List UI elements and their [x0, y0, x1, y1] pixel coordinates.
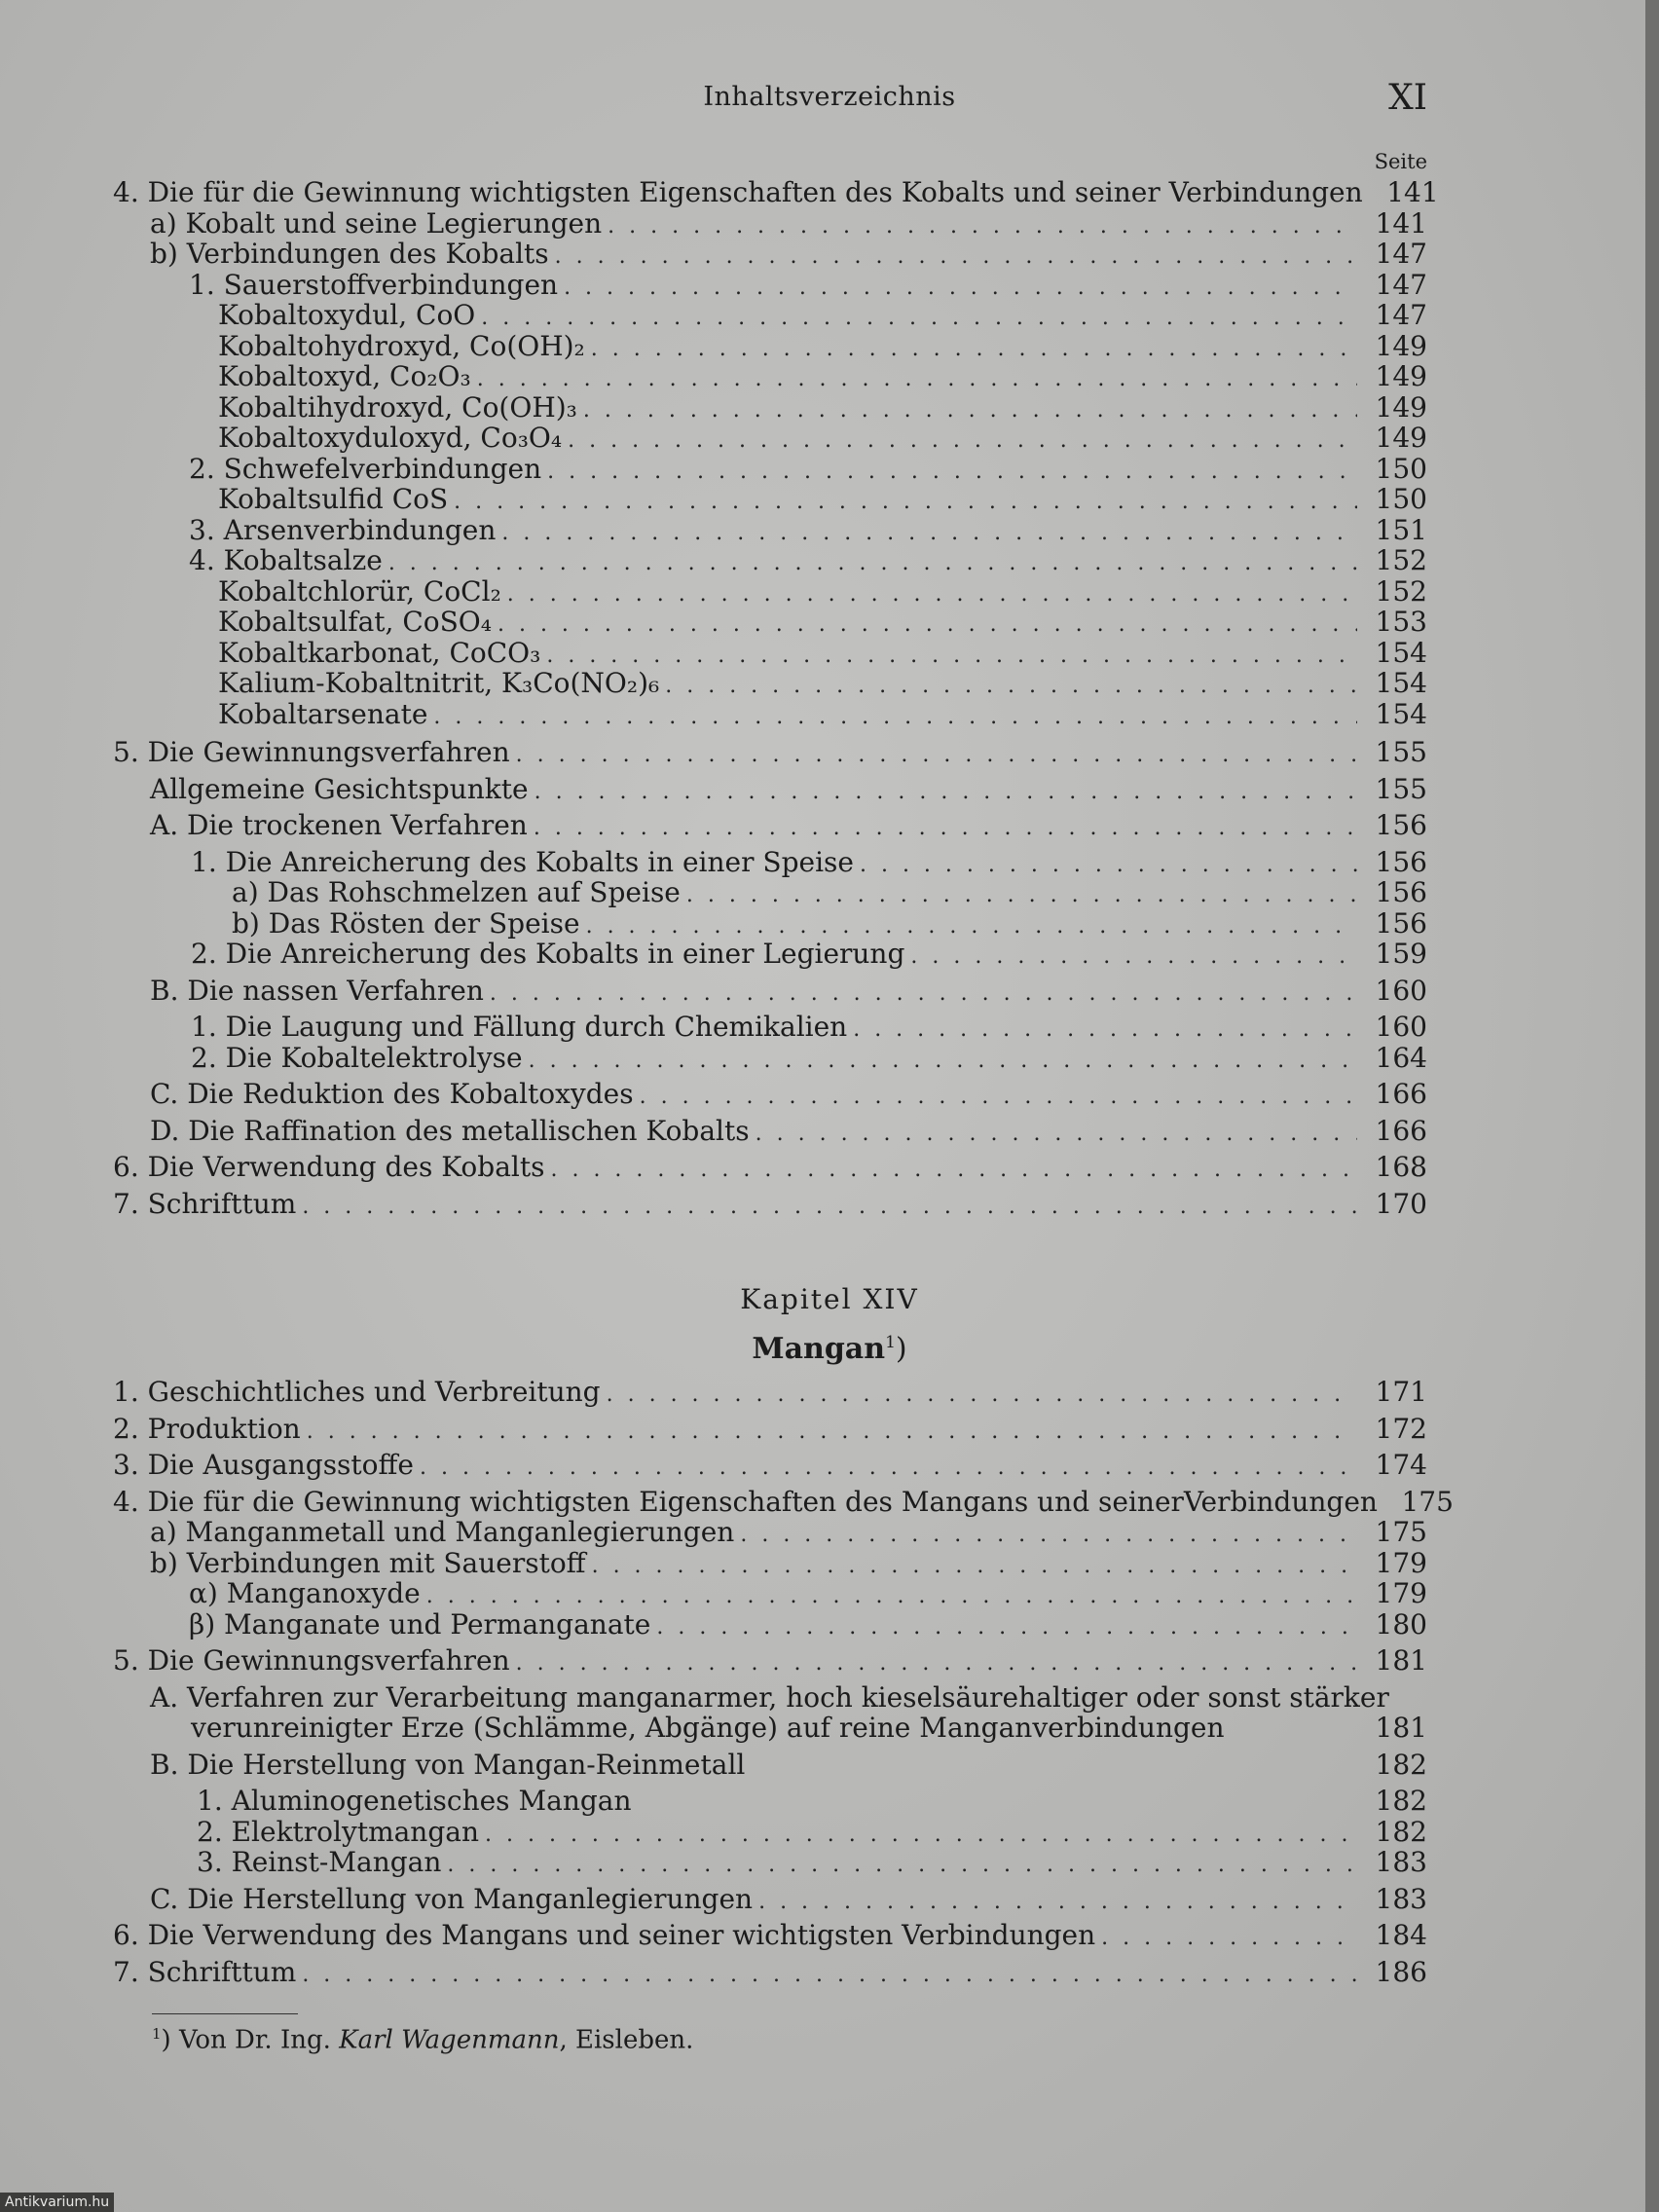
toc-page: 147 [1375, 299, 1427, 331]
toc-row [113, 1152, 1427, 1183]
toc-page: 166 [1375, 1078, 1427, 1110]
toc-page: 141 [1375, 206, 1427, 240]
leader-dots [481, 303, 1357, 334]
toc-page: 155 [1375, 736, 1427, 768]
leader-dots [860, 850, 1357, 881]
toc-page: 183 [1375, 1882, 1427, 1915]
leader-dots [547, 457, 1357, 488]
toc-label: b) Verbindungen mit Sauerstoff [150, 1546, 586, 1579]
toc-row [113, 1920, 1427, 1951]
toc-label: Kobaltarsenate [218, 697, 428, 730]
leader-dots [454, 487, 1357, 518]
toc-label: α) Manganoxyde [189, 1577, 421, 1609]
leader-dots [507, 579, 1357, 610]
toc-page: 175 [1375, 1516, 1427, 1548]
leader-dots [686, 880, 1357, 911]
footnote-author: Karl Wagenmann [339, 2025, 560, 2055]
footnote-mark: 1 [152, 2025, 162, 2043]
toc-page: 168 [1375, 1151, 1427, 1183]
toc-label: Kobaltkarbonat, CoCO₃ [218, 636, 541, 669]
toc-page: 149 [1375, 360, 1427, 392]
toc-row [113, 1012, 1427, 1043]
toc-label: 1. Die Laugung und Fällung durch Chemikalien [191, 1011, 848, 1043]
leader-dots [534, 813, 1357, 844]
toc-page: 183 [1375, 1846, 1427, 1878]
leader-dots [583, 395, 1357, 426]
toc-label: Kobaltohydroxyd, Co(OH)₂ [218, 329, 585, 362]
toc-row [113, 454, 1427, 485]
toc-label: 1. Die Anreicherung des Kobalts in einer Speise [191, 845, 854, 878]
leader-dots [535, 777, 1357, 808]
toc-row [113, 239, 1427, 270]
toc-label: 3. Reinst-Mangan [197, 1846, 442, 1878]
leader-dots [607, 1380, 1357, 1411]
leader-dots [477, 364, 1357, 395]
toc-page: 150 [1375, 452, 1427, 485]
toc-row [113, 484, 1427, 515]
toc-row [113, 1847, 1427, 1878]
toc-page: 149 [1375, 390, 1427, 424]
toc-page: 156 [1375, 845, 1427, 878]
toc-label: Kobaltoxydul, CoO [218, 299, 476, 331]
toc-label: 2. Schwefelverbindungen [189, 452, 542, 485]
toc-row [113, 1786, 1427, 1817]
leader-dots [307, 1417, 1357, 1448]
toc-page: 152 [1375, 544, 1427, 576]
toc-row [113, 392, 1427, 424]
toc-page: 156 [1375, 876, 1427, 908]
toc-label: a) Kobalt und seine Legierungen [150, 206, 603, 240]
toc-label: C. Die Reduktion des Kobaltoxydes [150, 1078, 634, 1110]
toc-kobalt [113, 176, 1439, 1220]
toc-label: 4. Die für die Gewinnung wichtigsten Eigenschaften des Kobalts und seiner Verbindungen [113, 176, 1363, 208]
toc-row [113, 208, 1427, 240]
leader-dots [302, 1960, 1357, 1991]
leader-dots [490, 978, 1357, 1010]
toc-row [113, 1682, 1427, 1714]
toc-label: 1. Geschichtliches und Verbreitung [113, 1376, 601, 1408]
toc-row [113, 300, 1427, 331]
toc-page: 147 [1375, 268, 1427, 301]
leader-dots [853, 1014, 1357, 1046]
toc-row [113, 774, 1427, 805]
header-title: Inhaltsverzeichnis [703, 82, 956, 112]
leader-dots [485, 1820, 1357, 1851]
toc-row [113, 1043, 1427, 1074]
leader-dots [447, 1850, 1357, 1881]
toc-label: Kobaltihydroxyd, Co(OH)₃ [218, 390, 577, 424]
toc-label: 5. Die Gewinnungsverfahren [113, 1644, 510, 1677]
toc-label: 4. Kobaltsalze [189, 544, 383, 576]
toc-label: 7. Schrifttum [113, 1955, 297, 1988]
toc-page: 166 [1375, 1114, 1427, 1147]
toc-row [113, 668, 1427, 699]
toc-row [113, 1645, 1427, 1677]
toc-row [113, 737, 1427, 768]
toc-row [113, 607, 1427, 638]
leader-dots [529, 1046, 1357, 1077]
toc-row [113, 1450, 1427, 1481]
toc-label: A. Die trockenen Verfahren [150, 809, 528, 841]
leader-dots [550, 1155, 1357, 1186]
toc-row [113, 1116, 1427, 1147]
leader-dots [640, 1082, 1357, 1113]
toc-row [113, 877, 1427, 908]
toc-row [113, 545, 1427, 576]
leader-dots [758, 1887, 1357, 1918]
toc-label: 3. Arsenverbindungen [189, 513, 497, 546]
toc-label: a) Manganmetall und Manganlegierungen [150, 1516, 735, 1548]
toc-page: 159 [1375, 938, 1427, 970]
toc-page: 174 [1375, 1449, 1427, 1481]
toc-label: 2. Produktion [113, 1412, 301, 1445]
toc-page: 149 [1375, 422, 1427, 454]
leader-dots [591, 334, 1357, 365]
toc-page: 155 [1375, 772, 1427, 805]
leader-dots [516, 1648, 1357, 1679]
toc-label: B. Die Herstellung von Mangan-Reinmetall [150, 1748, 746, 1781]
toc-row [113, 1817, 1427, 1848]
toc-label: 1. Aluminogenetisches Mangan [197, 1785, 632, 1817]
toc-label: 6. Die Verwendung des Kobalts [113, 1151, 545, 1183]
toc-label: 2. Die Anreicherung des Kobalts in einer Legierung [191, 938, 905, 970]
toc-page: 154 [1375, 697, 1427, 730]
toc-row [113, 1377, 1427, 1408]
toc-row [113, 1414, 1427, 1445]
toc-page: 184 [1375, 1919, 1427, 1951]
toc-page: 164 [1375, 1041, 1427, 1074]
toc-label: verunreinigter Erze (Schlämme, Abgänge) auf reine Manganverbindungen [191, 1712, 1225, 1744]
leader-dots [665, 671, 1357, 702]
page-edge [1645, 0, 1659, 2212]
toc-row [113, 847, 1427, 878]
leader-dots [426, 1581, 1357, 1612]
footnote-text-pre: ) Von Dr. Ing. [161, 2025, 340, 2055]
toc-label: Kobaltchlorür, CoCl₂ [218, 574, 501, 608]
watermark: Antikvarium.hu [0, 2193, 114, 2212]
seite-label: Seite [1374, 150, 1427, 173]
leader-dots [756, 1119, 1357, 1150]
toc-page: 151 [1375, 513, 1427, 546]
toc-row [113, 1750, 1427, 1781]
toc-label: b) Verbindungen des Kobalts [150, 238, 549, 270]
footnote [152, 2025, 693, 2055]
leader-dots [740, 1520, 1357, 1551]
toc-page: 179 [1375, 1546, 1427, 1579]
toc-row [113, 1189, 1427, 1220]
toc-page: 181 [1375, 1644, 1427, 1677]
toc-page: 171 [1375, 1376, 1427, 1408]
chapter-title [0, 1332, 1659, 1366]
toc-page: 153 [1375, 606, 1427, 638]
leader-dots [501, 518, 1357, 549]
toc-label: Kalium-Kobaltnitrit, K₃Co(NO₂)₆ [218, 667, 660, 699]
leader-dots [516, 740, 1357, 771]
toc-label: Kobaltoxyduloxyd, Co₃O₄ [218, 422, 563, 454]
toc-page: 160 [1375, 974, 1427, 1007]
toc-label: B. Die nassen Verfahren [150, 974, 484, 1007]
leader-dots [498, 609, 1357, 641]
toc-label: 3. Die Ausgangsstoffe [113, 1449, 414, 1481]
toc-page: 141 [1386, 176, 1439, 208]
toc-page: 186 [1375, 1955, 1427, 1988]
toc-page: 179 [1375, 1577, 1427, 1609]
toc-row [113, 331, 1427, 362]
toc-label: b) Das Rösten der Speise [232, 906, 580, 940]
header-page-number: XI [1388, 78, 1427, 118]
toc-page: 152 [1375, 574, 1427, 608]
toc-label: 6. Die Verwendung des Mangans und seiner wichtigsten Verbindungen [113, 1919, 1096, 1951]
toc-page: 182 [1375, 1815, 1427, 1848]
leader-dots [546, 641, 1357, 672]
toc-page: 150 [1375, 483, 1427, 515]
toc-label: Allgemeine Gesichtspunkte [150, 772, 529, 805]
toc-page: 156 [1375, 809, 1427, 841]
chapter-title-paren: ) [895, 1332, 907, 1366]
toc-row [113, 1079, 1427, 1110]
leader-dots [564, 273, 1357, 304]
toc-label: 5. Die Gewinnungsverfahren [113, 736, 510, 768]
toc-row [113, 1884, 1427, 1915]
toc-label: 2. Elektrolytmangan [197, 1815, 479, 1848]
leader-dots [1101, 1923, 1357, 1954]
toc-label: Kobaltsulfid CoS [218, 483, 449, 515]
toc-label: D. Die Raffination des metallischen Kobalts [150, 1114, 750, 1147]
toc-row [113, 1713, 1427, 1744]
toc-mangan [113, 1376, 1454, 1988]
toc-label: C. Die Herstellung von Manganlegierungen [150, 1882, 754, 1915]
toc-row [113, 1578, 1427, 1609]
toc-label: A. Verfahren zur Verarbeitung manganarmer, hoch kieselsäurehaltiger oder sonst stärker [150, 1680, 1389, 1714]
toc-row [113, 976, 1427, 1007]
leader-dots [568, 425, 1357, 457]
toc-row [113, 638, 1427, 669]
leader-dots [910, 941, 1357, 973]
leader-dots [555, 241, 1357, 273]
leader-dots [433, 702, 1357, 733]
toc-row [113, 515, 1427, 546]
toc-row [113, 1957, 1427, 1988]
toc-row [113, 576, 1427, 608]
chapter-footnote-mark: 1 [885, 1333, 896, 1352]
footnote-rule [152, 2013, 298, 2014]
toc-label: 4. Die für die Gewinnung wichtigsten Eigenschaften des Mangans und seinerVerbindungen [113, 1485, 1378, 1518]
chapter-title-text: Mangan [752, 1332, 886, 1366]
toc-row [113, 361, 1427, 392]
toc-page: 181 [1375, 1712, 1427, 1744]
toc-row [113, 810, 1427, 841]
toc-row [113, 1485, 1454, 1518]
toc-label: a) Das Rohschmelzen auf Speise [232, 876, 681, 908]
toc-row [113, 939, 1427, 970]
toc-page: 182 [1375, 1785, 1427, 1817]
leader-dots [608, 211, 1357, 242]
chapter-number: Kapitel XIV [740, 1283, 919, 1315]
leader-dots [592, 1551, 1357, 1582]
toc-row [113, 176, 1439, 208]
footnote-text-post: , Eisleben. [559, 2025, 694, 2055]
leader-dots [388, 548, 1357, 579]
toc-label: 2. Die Kobaltelektrolyse [191, 1041, 523, 1074]
toc-page: 154 [1375, 667, 1427, 699]
toc-page: 182 [1375, 1748, 1427, 1781]
toc-row [113, 423, 1427, 454]
toc-page: 175 [1401, 1485, 1454, 1518]
toc-label: Kobaltoxyd, Co₂O₃ [218, 360, 471, 392]
toc-row [113, 1517, 1427, 1548]
toc-page: 154 [1375, 636, 1427, 669]
toc-page: 149 [1375, 329, 1427, 362]
leader-dots [420, 1453, 1357, 1484]
toc-row [113, 270, 1427, 301]
toc-label: 7. Schrifttum [113, 1187, 297, 1220]
toc-label: Kobaltsulfat, CoSO₄ [218, 606, 492, 638]
toc-row [113, 1609, 1427, 1641]
toc-page: 172 [1375, 1412, 1427, 1445]
toc-row [113, 699, 1427, 730]
toc-page: 147 [1375, 238, 1427, 270]
toc-page: 170 [1375, 1187, 1427, 1220]
leader-dots [302, 1192, 1357, 1223]
toc-label: β) Manganate und Permanganate [189, 1607, 651, 1641]
toc-page: 156 [1375, 906, 1427, 940]
running-header [0, 78, 1659, 125]
toc-row [113, 1548, 1427, 1579]
toc-label: 1. Sauerstoffverbindungen [189, 268, 559, 301]
toc-page: 180 [1375, 1607, 1427, 1641]
toc-row [113, 908, 1427, 940]
leader-dots [656, 1612, 1357, 1643]
toc-page: 160 [1375, 1011, 1427, 1043]
